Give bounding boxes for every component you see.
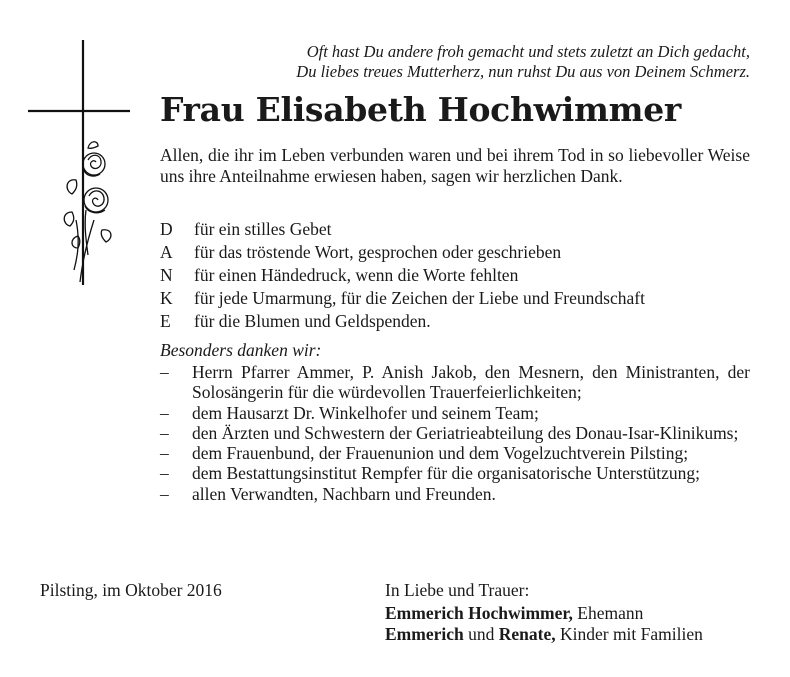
list-item-text: dem Hausarzt Dr. Winkelhofer und seinem Team; xyxy=(192,402,539,423)
signature-husband-role: Ehemann xyxy=(572,603,644,623)
signature-line-husband xyxy=(385,603,765,624)
dank-acrostic xyxy=(160,218,760,333)
thanks-list xyxy=(160,362,750,504)
list-item xyxy=(160,443,750,463)
dank-row xyxy=(160,218,760,241)
verse-line-1: Oft hast Du andere froh gemacht und stets zuletzt an Dich gedacht, xyxy=(306,42,750,61)
signature-line-children xyxy=(385,624,765,645)
signature-child-name-1: Emmerich xyxy=(385,624,464,644)
signature-intro: In Liebe und Trauer: xyxy=(385,580,530,600)
place-date: Pilsting, im Oktober 2016 xyxy=(40,580,222,600)
signature-husband-name: Emmerich Hochwimmer, xyxy=(385,603,573,623)
signature-children-role: Kinder mit Familien xyxy=(555,624,703,644)
dank-letter: E xyxy=(160,311,171,331)
dank-row xyxy=(160,287,760,310)
dank-letter: K xyxy=(160,288,173,308)
list-dash: – xyxy=(160,422,169,443)
dank-text: für jede Umarmung, für die Zeichen der Liebe und Freundschaft xyxy=(194,288,645,308)
list-item-text: den Ärzten und Schwestern der Geriatrieabteilung des Donau-Isar-Klinikums; xyxy=(192,422,739,443)
cross-with-roses-icon xyxy=(28,40,138,300)
intro-paragraph: Allen, die ihr im Leben verbunden waren und bei ihrem Tod in so liebevoller Weise uns ihre Anteilnahme erwiesen haben, sagen wir herzlichen Dank. xyxy=(160,145,750,186)
list-dash: – xyxy=(160,463,169,484)
dank-row xyxy=(160,264,760,287)
list-item xyxy=(160,403,750,423)
list-dash: – xyxy=(160,483,169,504)
thanks-heading: Besonders danken wir: xyxy=(160,340,322,360)
list-dash: – xyxy=(160,362,169,382)
list-item-text: allen Verwandten, Nachbarn und Freunden. xyxy=(192,483,496,504)
dank-text: für das tröstende Wort, gesprochen oder geschrieben xyxy=(194,242,562,262)
dank-text: für einen Händedruck, wenn die Worte fehlten xyxy=(194,265,519,285)
list-dash: – xyxy=(160,443,169,464)
dank-text: für ein stilles Gebet xyxy=(194,219,332,239)
dank-letter: N xyxy=(160,265,173,285)
list-item-text: dem Frauenbund, der Frauenunion und dem Vogelzuchtverein Pilsting; xyxy=(192,443,689,464)
dank-text: für die Blumen und Geldspenden. xyxy=(194,311,431,331)
list-item xyxy=(160,362,750,403)
signature-block xyxy=(385,580,765,645)
dank-row xyxy=(160,310,760,333)
deceased-name: Frau Elisabeth Hochwimmer xyxy=(160,90,682,129)
cross-icon xyxy=(28,40,130,285)
verse-line-2: Du liebes treues Mutterherz, nun ruhst Du aus von Deinem Schmerz. xyxy=(296,62,750,81)
list-item-text: Herrn Pfarrer Ammer, P. Anish Jakob, den Mesnern, den Ministranten, der Solosängerin für die würdevollen Trauerfeierlichkeiten; xyxy=(192,362,750,403)
list-item xyxy=(160,423,750,443)
signature-child-name-2: Renate, xyxy=(498,624,556,644)
signature-connector: und xyxy=(463,624,499,644)
rose-flower-icon xyxy=(64,142,111,282)
list-dash: – xyxy=(160,402,169,423)
list-item xyxy=(160,463,750,483)
dank-row xyxy=(160,241,760,264)
dank-letter: A xyxy=(160,242,173,262)
list-item-text: dem Bestattungsinstitut Rempfer für die organisatorische Unterstützung; xyxy=(192,463,701,484)
list-item xyxy=(160,484,750,504)
dank-letter: D xyxy=(160,219,173,239)
